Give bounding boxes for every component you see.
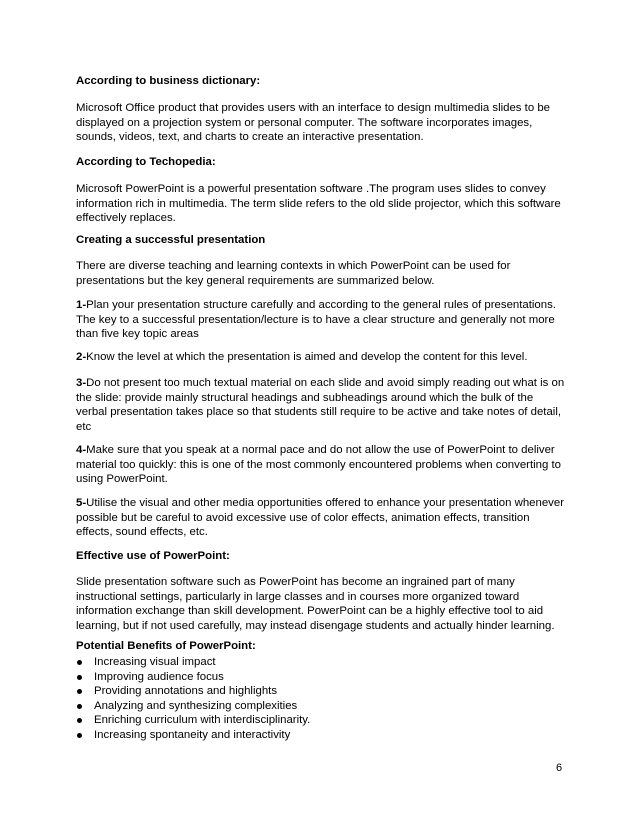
requirement-number: 5-	[76, 497, 87, 509]
requirement-item	[76, 496, 566, 540]
requirement-number: 2-	[76, 351, 87, 363]
requirement-item	[76, 350, 566, 365]
bullet-icon	[77, 704, 82, 709]
requirement-text: Do not present too much textual material on each slide and avoid simply reading out what is on the slide: provide mainly structural headings and subheadings around which the bulk of the verbal presentation takes place so that students still require to be active and take notes of detail, etc	[76, 377, 565, 433]
requirement-text: Make sure that you speak at a normal pace and do not allow the use of PowerPoint to deliver material too quickly: this is one of the most commonly encountered problems when converting to using PowerPoint.	[76, 444, 561, 486]
benefit-text: Increasing visual impact	[94, 656, 216, 668]
bullet-icon	[77, 733, 82, 738]
business-dictionary-heading: According to business dictionary:	[76, 75, 261, 87]
benefit-text: Increasing spontaneity and interactivity	[94, 728, 291, 741]
creating-intro: There are diverse teaching and learning contexts in which PowerPoint can be used for presentations but the key general requirements are summarized below.	[76, 260, 511, 287]
requirement-text: Utilise the visual and other media opportunities offered to enhance your presentation whenever possible but be careful to avoid excessive use of color effects, animation effects, transition effects, sound effects, etc.	[76, 497, 565, 539]
effective-text: Slide presentation software such as PowerPoint has become an ingrained part of many instructional settings, particularly in large classes and in courses more organized toward information exchange than skill development. PowerPoint can be a highly effective tool to aid learning, but if not used carefully, may instead disengage students and actually hinder learning.	[76, 576, 555, 632]
page-number: 6	[556, 762, 563, 774]
requirement-text: Know the level at which the presentation is aimed and develop the content for this level.	[86, 351, 528, 363]
requirement-number: 3-	[76, 377, 87, 389]
requirement-item	[76, 298, 566, 342]
bullet-icon	[77, 675, 82, 680]
benefits-list	[76, 655, 556, 743]
benefit-text: Providing annotations and highlights	[94, 685, 278, 698]
list-item	[76, 728, 556, 743]
list-item	[76, 655, 556, 670]
list-item	[76, 699, 556, 714]
benefit-text: Improving audience focus	[94, 670, 224, 683]
requirement-number: 4-	[76, 444, 87, 456]
requirement-number: 1-	[76, 299, 87, 311]
requirement-item	[76, 376, 566, 434]
list-item	[76, 713, 556, 728]
bullet-icon	[77, 718, 82, 723]
benefits-heading: Potential Benefits of PowerPoint:	[76, 640, 256, 652]
requirement-text: Plan your presentation structure carefully and according to the general rules of presentations. The key to a successful presentation/lecture is to have a clear structure and generally not more than five key topic areas	[76, 299, 556, 341]
list-item	[76, 670, 556, 685]
techopedia-text: Microsoft PowerPoint is a powerful presentation software .The program uses slides to convey information rich in multimedia. The term slide refers to the old slide projector, which this software effectively replaces.	[76, 183, 561, 225]
bullet-icon	[77, 660, 82, 665]
benefit-text: Analyzing and synthesizing complexities	[94, 699, 298, 712]
bullet-icon	[77, 689, 82, 694]
benefit-text: Enriching curriculum with interdisciplinarity.	[94, 714, 311, 727]
creating-heading: Creating a successful presentation	[76, 234, 266, 246]
business-dictionary-text: Microsoft Office product that provides users with an interface to design multimedia slides to be displayed on a projection system or personal computer. The software incorporates images, sounds, videos, text, and charts to create an interactive presentation.	[76, 102, 550, 144]
list-item	[76, 684, 556, 699]
effective-heading: Effective use of PowerPoint:	[76, 550, 230, 562]
techopedia-heading: According to Techopedia:	[76, 156, 216, 168]
requirement-item	[76, 443, 566, 487]
